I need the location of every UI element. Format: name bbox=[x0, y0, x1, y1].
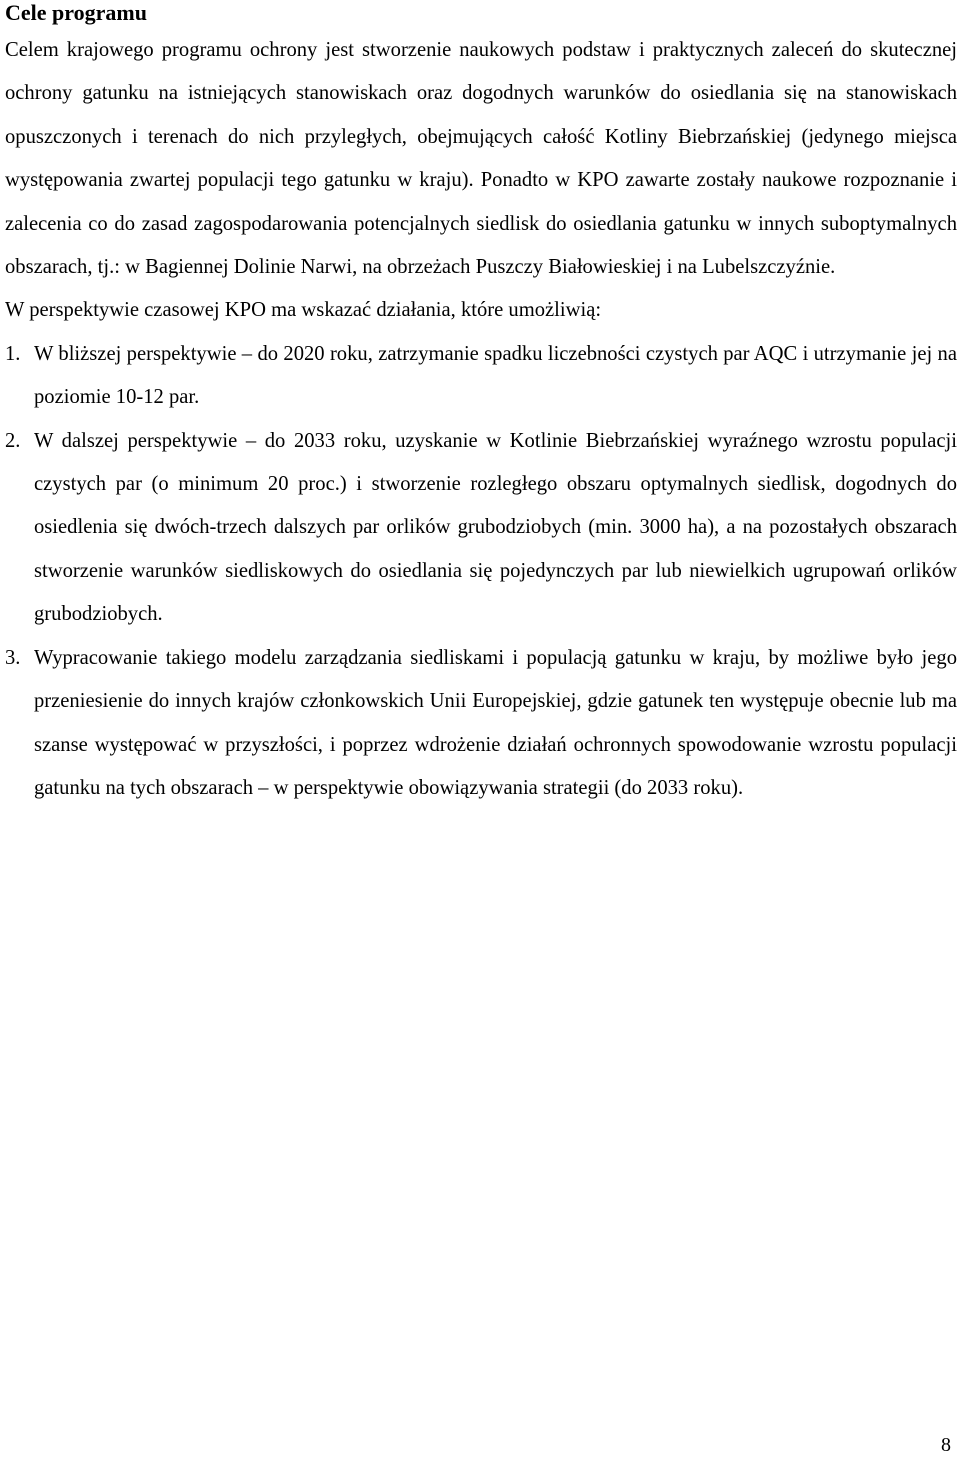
section-heading: Cele programu bbox=[5, 0, 147, 25]
intro-paragraph: Celem krajowego programu ochrony jest stworzenie naukowych podstaw i praktycznych zaleceń do skutecznej ochrony gatunku na istniejących stanowiskach oraz dogodnych warunków do osiedlania się na stanowiskach opuszczonych i terenach do nich przyległych, obejmujących całość Kotliny Biebrzańskiej (jedynego miejsca występowania zwartej populacji tego gatunku w kraju). Ponadto w KPO zawarte zostały naukowe rozpoznanie i zalecenia co do zasad zagospodarowania potencjalnych siedlisk do osiedlania gatunku w innych suboptymalnych obszarach, tj.: w Bagiennej Dolinie Narwi, na obrzeżach Puszczy Białowieskiej i na Lubelszczyźnie. bbox=[5, 39, 957, 279]
goal-text: W dalszej perspektywie – do 2033 roku, uzyskanie w Kotlinie Biebrzańskiej wyraźnego wzrostu populacji czystych par (o minimum 20 proc.) i stworzenie rozległego obszaru optymalnych siedlisk, dogodnych do osiedlenia się dwóch-trzech dalszych par orlików grubodziobych (min. 3000 ha), a na pozostałych obszarach stworzenie warunków siedliskowych do osiedlania się pojedynczych par lub niewielkich ugrupowań orlików grubodziobych. bbox=[34, 429, 957, 626]
goals-lead-sentence: W perspektywie czasowej KPO ma wskazać działania, które umożliwią: bbox=[5, 299, 602, 322]
goal-number: 2. bbox=[5, 429, 21, 452]
goal-number: 3. bbox=[5, 646, 21, 669]
goal-item-3 bbox=[5, 637, 957, 811]
goals-list bbox=[5, 333, 957, 810]
goal-item-2 bbox=[5, 420, 957, 637]
goal-number: 1. bbox=[5, 342, 21, 365]
goal-text: Wypracowanie takiego modelu zarządzania siedliskami i populacją gatunku w kraju, by możliwe było jego przeniesienie do innych krajów członkowskich Unii Europejskiej, gdzie gatunek ten występuje obecnie lub ma szanse występować w przyszłości, i poprzez wdrożenie działań ochronnych spowodowanie wzrostu populacji gatunku na tych obszarach – w perspektywie obowiązywania strategii (do 2033 roku). bbox=[34, 646, 957, 799]
document-page bbox=[5, 0, 957, 810]
goal-item-1 bbox=[5, 333, 957, 420]
page-number: 8 bbox=[941, 1434, 951, 1456]
goal-text: W bliższej perspektywie – do 2020 roku, zatrzymanie spadku liczebności czystych par AQC i utrzymanie jej na poziomie 10-12 par. bbox=[34, 342, 957, 409]
